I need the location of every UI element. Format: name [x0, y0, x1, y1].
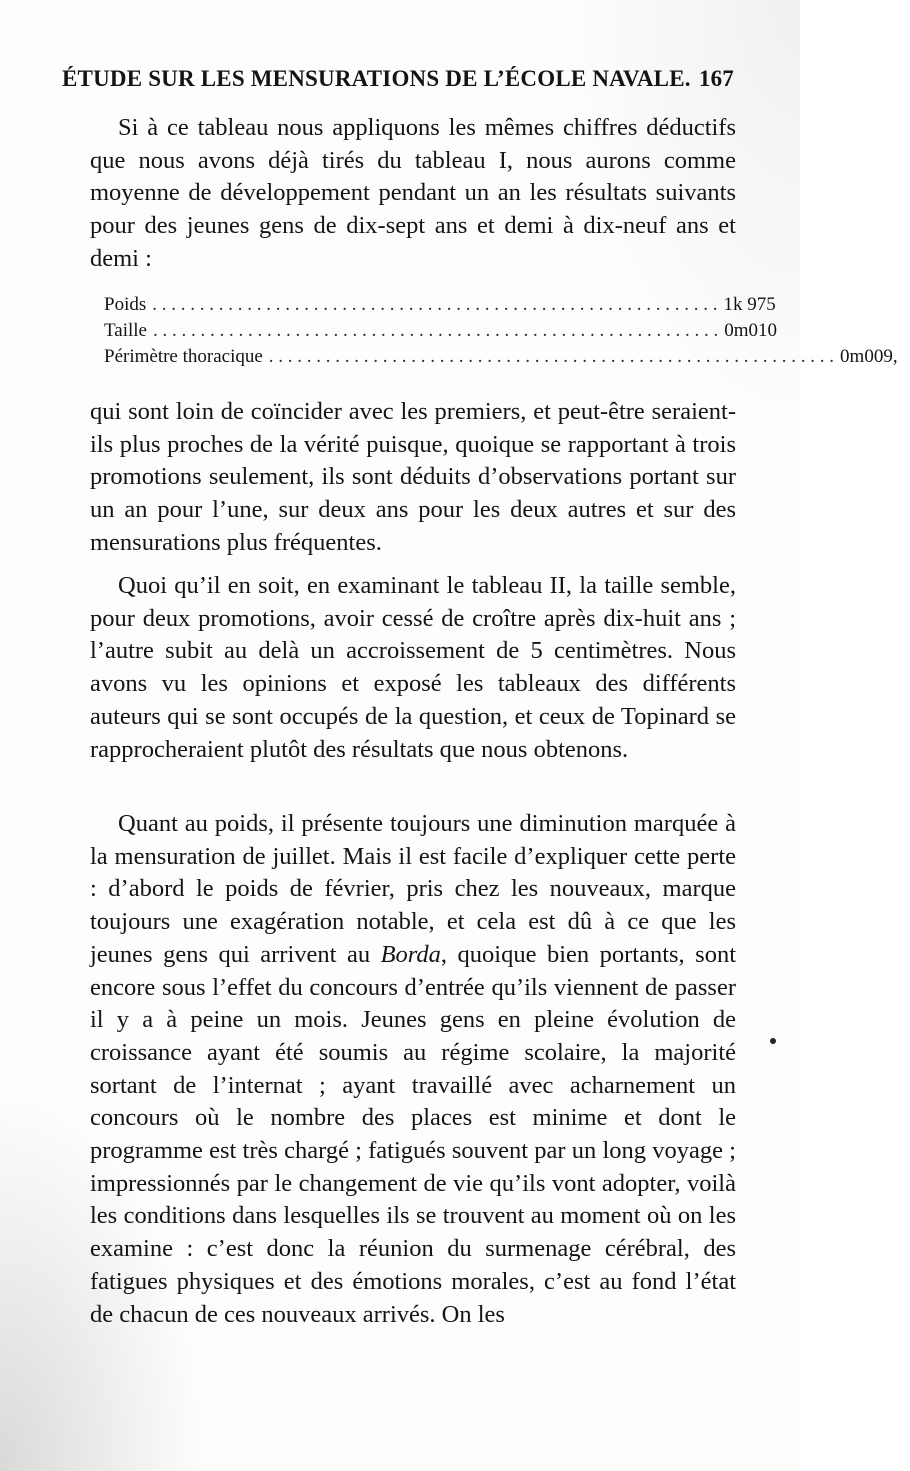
measurement-table: [104, 294, 898, 372]
measurement-value: 1k 975: [723, 294, 776, 315]
measurement-label: Taille: [104, 320, 147, 341]
ship-name-italic: Borda: [380, 940, 441, 968]
dot-leader: . . . . . . . . . . . . . . . . . . . . . . . . . . . . . . . . . . . . . . . . . . . . . . . . . . . . . . . . . . . .: [152, 294, 718, 315]
header-title: ÉTUDE SUR LES MENSURATIONS DE L’ÉCOLE NAVALE.: [62, 66, 691, 91]
measurement-value: 0m009,: [840, 346, 898, 367]
measurement-label: Poids: [104, 294, 147, 315]
measurement-label: Périmètre thoracique: [104, 346, 263, 367]
measurement-value: 0m010: [724, 320, 778, 341]
measurement-row: [104, 294, 776, 320]
measurement-row: [104, 320, 778, 346]
body-paragraph: qui sont loin de coïncider avec les premiers, et peut-être seraient-ils plus proches de la vérité puisque, quoique se rapportant à trois promotions seulement, ils sont déduits d’observations portant sur un an pour l’une, sur deux ans pour les deux autres et sur des mensurations plus fréquentes.: [90, 398, 736, 556]
paragraph-text: , quoique bien portants, sont encore sous l’effet du concours d’entrée qu’ils viennent de passer il y a à peine un mois. Jeunes gens en pleine évolution de croissance ayant été soumis au régime scolaire, la majorité sortant de l’internat ; ayant travaillé avec acharnement un concours où le nombre des places est minime et dont le programme est très chargé ; fatigués souvent par un long voyage ; impressionnés par le changement de vie qu’ils vont adopter, voilà les conditions dans lesquelles ils se trouvent au moment où on les examine : c’est donc la réunion du surmenage cérébral, des fatigues physiques et des émotions morales, c’est au fond l’état de chacun de ces nouveaux arrivés. On les: [90, 940, 736, 1328]
ink-speck: [770, 1038, 776, 1044]
running-header: [62, 62, 734, 98]
body-paragraph: Quoi qu’il en soit, en examinant le tableau II, la taille semble, pour deux promotions, avoir cessé de croître après dix-huit ans ; l’autre subit au delà un accroissement de 5 centimètres. Nous avons vu les opinions et exposé les tableaux des différents auteurs qui se sont occupés de la question, et ceux de Topinard se rapprocheraient plutôt des résultats que nous obtenons.: [90, 572, 736, 763]
intro-paragraph: Si à ce tableau nous appliquons les mêmes chiffres déductifs que nous avons déjà tirés du tableau I, nous aurons comme moyenne de développement pendant un an les résultats suivants pour des jeunes gens de dix-sept ans et demi à dix-neuf ans et demi :: [90, 114, 736, 272]
page-number: 167: [698, 66, 734, 91]
dot-leader: . . . . . . . . . . . . . . . . . . . . . . . . . . . . . . . . . . . . . . . . . . . . . . . . . . . . . . . . . . . .: [268, 346, 835, 367]
dot-leader: . . . . . . . . . . . . . . . . . . . . . . . . . . . . . . . . . . . . . . . . . . . . . . . . . . . . . . . . . . . .: [152, 320, 719, 341]
measurement-row: [104, 346, 898, 372]
body-paragraph: [90, 808, 736, 1331]
paragraph-text: Quant au poids, il présente toujours une diminution marquée à la mensuration de juillet. Mais il est facile d’expliquer cette perte : d’abord le poids de février, pris chez les nouveaux, marque toujours une exagération notable, et cela est dû à ce que les jeunes gens qui arrivent au: [90, 810, 736, 968]
